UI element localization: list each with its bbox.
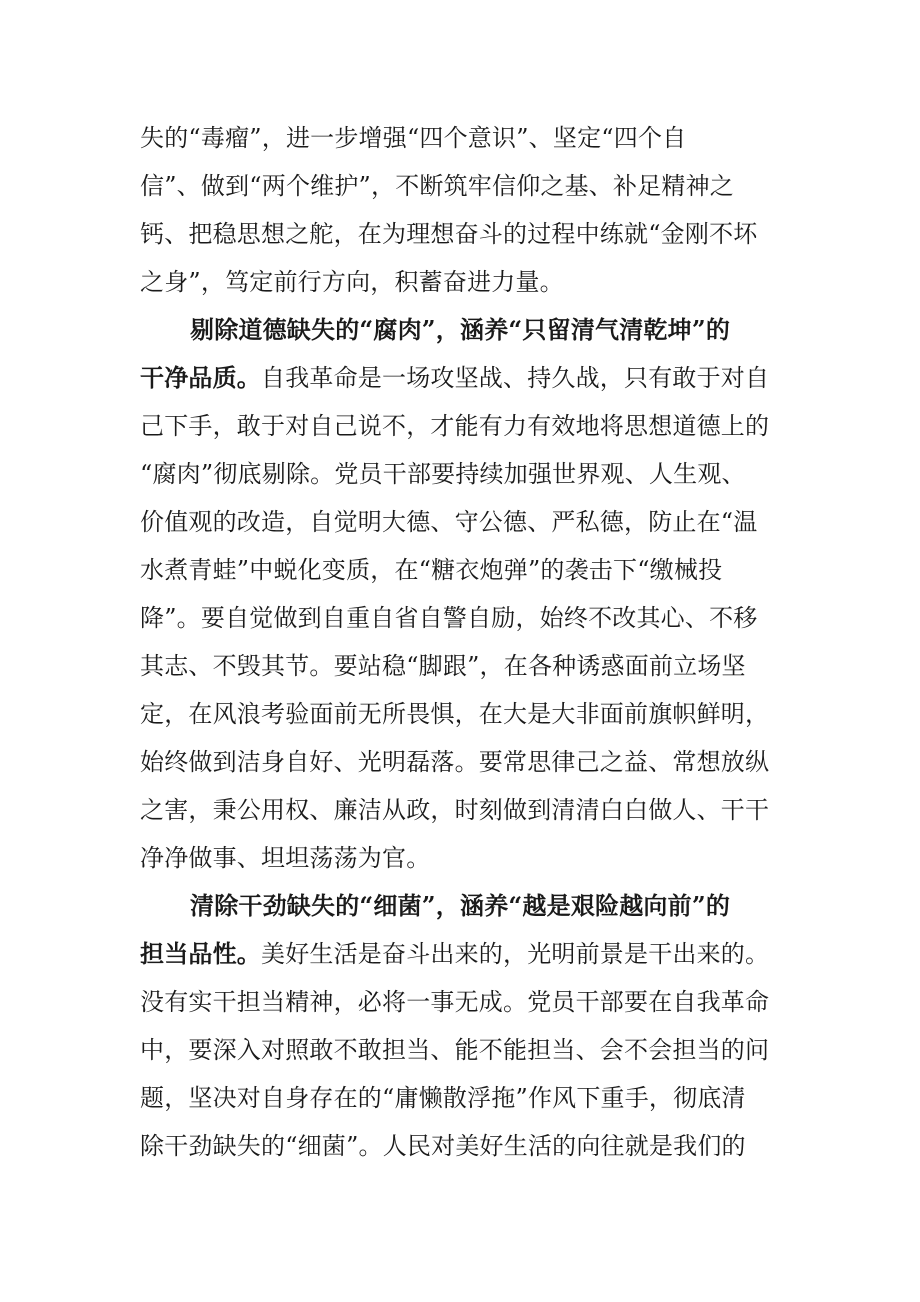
section-heading-end: 干净品质。 bbox=[140, 363, 261, 392]
text-line: 钙、把稳思想之舵，在为理想奋斗的过程中练就“金刚不坏 bbox=[140, 220, 758, 248]
text-line: 失的“毒瘤”，进一步增强“四个意识”、坚定“四个自 bbox=[140, 124, 687, 152]
text-line: “腐肉”彻底剔除。党员干部要持续加强世界观、人生观、 bbox=[140, 460, 746, 488]
text-line: 己下手，敢于对自己说不，才能有力有效地将思想道德上的 bbox=[140, 412, 770, 440]
section-heading-end: 担当品性。 bbox=[140, 939, 261, 968]
text-line: 担当品性。美好生活是奋斗出来的，光明前景是干出来的。 bbox=[140, 939, 770, 968]
text-line: 题，坚决对自身存在的“庸懒散浮拖”作风下重手，彻底清 bbox=[140, 1084, 746, 1112]
text-line: 之身”，笃定前行方向，积蓄奋进力量。 bbox=[140, 268, 564, 296]
text-line: 除干劲缺失的“细菌”。人民对美好生活的向往就是我们的 bbox=[140, 1132, 746, 1160]
text-line: 定，在风浪考验面前无所畏惧，在大是大非面前旗帜鲜明， bbox=[140, 700, 770, 728]
text-line: 净净做事、坦坦荡荡为官。 bbox=[140, 844, 431, 872]
section-heading: 剔除道德缺失的“腐肉”，涵养“只留清气清乾坤”的 bbox=[190, 315, 731, 344]
text-line: 降”。要自觉做到自重自省自警自励，始终不改其心、不移 bbox=[140, 604, 758, 632]
text-line: 价值观的改造，自觉明大德、守公德、严私德，防止在“温 bbox=[140, 508, 758, 536]
text-line: 干净品质。自我革命是一场攻坚战、持久战，只有敢于对自 bbox=[140, 363, 770, 392]
text-line: 之害，秉公用权、廉洁从政，时刻做到清清白白做人、干干 bbox=[140, 796, 770, 824]
text-line: 其志、不毁其节。要站稳“脚跟”，在各种诱惑面前立场坚 bbox=[140, 652, 746, 680]
section-heading: 清除干劲缺失的“细菌”，涵养“越是艰险越向前”的 bbox=[190, 891, 731, 920]
text-line: 没有实干担当精神，必将一事无成。党员干部要在自我革命 bbox=[140, 988, 770, 1016]
text-line: 水煮青蛙”中蜕化变质，在“糖衣炮弹”的袭击下“缴械投 bbox=[140, 556, 723, 584]
text-line: 信”、做到“两个维护”，不断筑牢信仰之基、补足精神之 bbox=[140, 172, 735, 200]
text-line: 始终做到洁身自好、光明磊落。要常思律己之益、常想放纵 bbox=[140, 748, 770, 776]
text-line: 中，要深入对照敢不敢担当、能不能担当、会不会担当的问 bbox=[140, 1036, 770, 1064]
